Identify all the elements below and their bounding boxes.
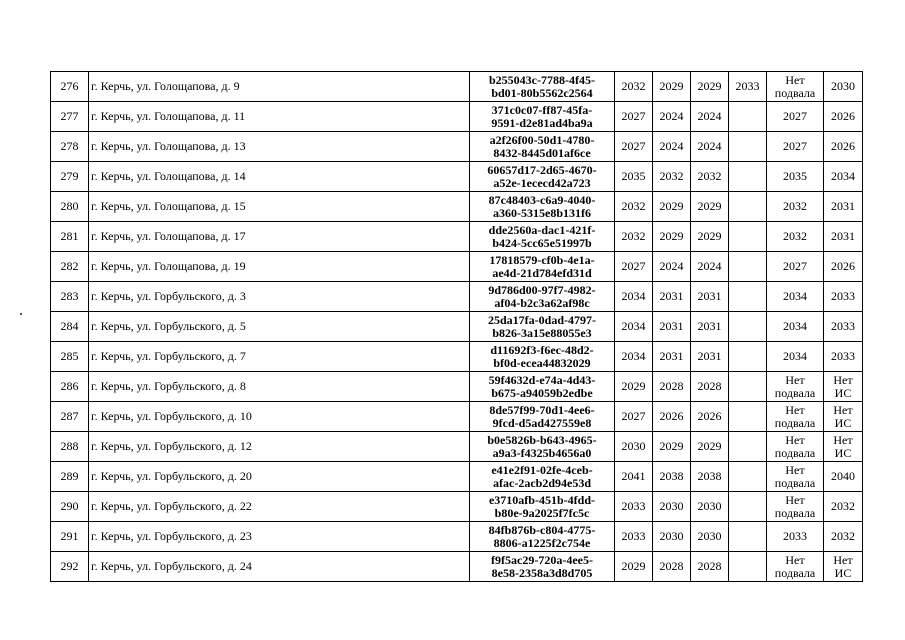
address-cell: г. Керчь, ул. Голощапова, д. 15 — [89, 192, 470, 222]
address-cell: г. Керчь, ул. Горбульского, д. 24 — [89, 552, 470, 582]
year-cell-2: 2030 — [653, 522, 691, 552]
year-cell-4 — [729, 522, 767, 552]
year-cell-4 — [729, 252, 767, 282]
guid-line-1: 59f4632d-e74a-4d43- — [488, 372, 596, 387]
guid-line-2: bd01-80b5562c2564 — [491, 85, 593, 100]
row-number-cell: 281 — [51, 222, 89, 252]
year-cell-1: 2027 — [615, 102, 653, 132]
guid-line-1: f9f5ac29-720a-4ee5- — [491, 552, 593, 567]
is-cell: Нет ИС — [824, 402, 863, 432]
year-cell-4 — [729, 552, 767, 582]
address-cell: г. Керчь, ул. Горбульского, д. 8 — [89, 372, 470, 402]
row-number-cell: 290 — [51, 492, 89, 522]
address-cell: г. Керчь, ул. Голощапова, д. 11 — [89, 102, 470, 132]
guid-cell — [470, 162, 615, 192]
basement-cell: Нет подвала — [767, 72, 824, 102]
is-cell: 2026 — [824, 252, 863, 282]
row-number-cell: 279 — [51, 162, 89, 192]
row-number-cell: 282 — [51, 252, 89, 282]
basement-cell: 2034 — [767, 312, 824, 342]
row-number-cell: 291 — [51, 522, 89, 552]
address-cell: г. Керчь, ул. Голощапова, д. 19 — [89, 252, 470, 282]
basement-cell: 2034 — [767, 342, 824, 372]
year-cell-1: 2032 — [615, 192, 653, 222]
year-cell-3: 2024 — [691, 252, 729, 282]
guid-cell — [470, 372, 615, 402]
guid-cell — [470, 282, 615, 312]
row-number-cell: 278 — [51, 132, 89, 162]
row-number-cell: 289 — [51, 462, 89, 492]
guid-line-2: a360-5315e8b131f6 — [493, 205, 591, 220]
table-row — [51, 132, 863, 162]
guid-line-2: 9591-d2e81ad4ba9a — [491, 115, 593, 130]
guid-line-1: e41e2f91-02fe-4ceb- — [491, 462, 593, 477]
year-cell-1: 2034 — [615, 312, 653, 342]
basement-cell: Нет подвала — [767, 372, 824, 402]
guid-line-2: b80e-9a2025f7fc5c — [494, 505, 590, 520]
year-cell-1: 2033 — [615, 522, 653, 552]
year-cell-2: 2031 — [653, 342, 691, 372]
year-cell-2: 2024 — [653, 102, 691, 132]
row-number-cell: 276 — [51, 72, 89, 102]
year-cell-2: 2024 — [653, 252, 691, 282]
address-cell: г. Керчь, ул. Горбульского, д. 22 — [89, 492, 470, 522]
table-row — [51, 222, 863, 252]
guid-line-2: 8806-a1225f2c754e — [493, 535, 591, 550]
year-cell-1: 2027 — [615, 132, 653, 162]
basement-cell: 2032 — [767, 192, 824, 222]
is-cell: Нет ИС — [824, 552, 863, 582]
table-row — [51, 72, 863, 102]
guid-line-1: 60657d17-2d65-4670- — [487, 162, 597, 177]
table-row — [51, 492, 863, 522]
year-cell-2: 2026 — [653, 402, 691, 432]
basement-cell: 2033 — [767, 522, 824, 552]
year-cell-3: 2031 — [691, 282, 729, 312]
year-cell-4 — [729, 192, 767, 222]
address-cell: г. Керчь, ул. Горбульского, д. 7 — [89, 342, 470, 372]
year-cell-3: 2024 — [691, 102, 729, 132]
is-cell: 2031 — [824, 192, 863, 222]
table-row — [51, 312, 863, 342]
year-cell-2: 2038 — [653, 462, 691, 492]
is-cell: 2040 — [824, 462, 863, 492]
year-cell-3: 2028 — [691, 372, 729, 402]
is-cell: 2030 — [824, 72, 863, 102]
basement-cell: Нет подвала — [767, 402, 824, 432]
guid-cell — [470, 312, 615, 342]
guid-line-1: 8de57f99-70d1-4ee6- — [489, 402, 595, 417]
guid-line-1: e3710afb-451b-4fdd- — [488, 492, 595, 507]
is-cell: Нет ИС — [824, 372, 863, 402]
basement-cell: 2027 — [767, 102, 824, 132]
guid-line-2: b424-5cc65e51997b — [492, 235, 592, 250]
guid-line-1: b255043c-7788-4f45- — [489, 72, 595, 87]
is-cell: 2031 — [824, 222, 863, 252]
table-row — [51, 162, 863, 192]
table-row — [51, 192, 863, 222]
is-cell: 2026 — [824, 132, 863, 162]
is-cell: 2033 — [824, 312, 863, 342]
year-cell-2: 2029 — [653, 72, 691, 102]
table-row — [51, 432, 863, 462]
address-cell: г. Керчь, ул. Голощапова, д. 13 — [89, 132, 470, 162]
year-cell-2: 2028 — [653, 372, 691, 402]
table-row — [51, 522, 863, 552]
basement-cell: Нет подвала — [767, 432, 824, 462]
year-cell-2: 2030 — [653, 492, 691, 522]
is-cell: 2033 — [824, 282, 863, 312]
year-cell-1: 2034 — [615, 282, 653, 312]
year-cell-2: 2032 — [653, 162, 691, 192]
year-cell-1: 2035 — [615, 162, 653, 192]
row-number-cell: 292 — [51, 552, 89, 582]
year-cell-4 — [729, 222, 767, 252]
address-cell: г. Керчь, ул. Горбульского, д. 10 — [89, 402, 470, 432]
year-cell-3: 2032 — [691, 162, 729, 192]
guid-cell — [470, 522, 615, 552]
year-cell-3: 2029 — [691, 72, 729, 102]
guid-cell — [470, 252, 615, 282]
row-number-cell: 277 — [51, 102, 89, 132]
guid-line-1: dde2560a-dac1-421f- — [488, 222, 596, 237]
year-cell-3: 2026 — [691, 402, 729, 432]
row-number-cell: 283 — [51, 282, 89, 312]
row-number-cell: 286 — [51, 372, 89, 402]
year-cell-3: 2031 — [691, 342, 729, 372]
guid-cell — [470, 402, 615, 432]
year-cell-2: 2031 — [653, 312, 691, 342]
guid-cell — [470, 552, 615, 582]
year-cell-4 — [729, 342, 767, 372]
address-cell: г. Керчь, ул. Голощапова, д. 14 — [89, 162, 470, 192]
is-cell: 2034 — [824, 162, 863, 192]
guid-cell — [470, 72, 615, 102]
address-cell: г. Керчь, ул. Горбульского, д. 3 — [89, 282, 470, 312]
year-cell-1: 2029 — [615, 372, 653, 402]
guid-cell — [470, 132, 615, 162]
year-cell-4 — [729, 462, 767, 492]
basement-cell: 2034 — [767, 282, 824, 312]
registry-table — [50, 71, 863, 582]
year-cell-4 — [729, 132, 767, 162]
guid-cell — [470, 432, 615, 462]
is-cell: Нет ИС — [824, 432, 863, 462]
guid-line-1: 87c48403-c6a9-4040- — [488, 192, 596, 207]
year-cell-2: 2028 — [653, 552, 691, 582]
table-body — [51, 72, 863, 582]
year-cell-1: 2027 — [615, 402, 653, 432]
year-cell-2: 2031 — [653, 282, 691, 312]
guid-cell — [470, 462, 615, 492]
basement-cell: Нет подвала — [767, 462, 824, 492]
year-cell-4 — [729, 432, 767, 462]
row-number-cell: 285 — [51, 342, 89, 372]
guid-line-1: b0e5826b-b643-4965- — [487, 432, 597, 447]
year-cell-1: 2032 — [615, 222, 653, 252]
guid-cell — [470, 192, 615, 222]
basement-cell: 2035 — [767, 162, 824, 192]
guid-line-1: a2f26f00-50d1-4780- — [489, 132, 595, 147]
guid-line-1: 17818579-cf0b-4e1a- — [489, 252, 595, 267]
table-row — [51, 102, 863, 132]
guid-line-2: a52e-1ececd42a723 — [493, 175, 591, 190]
table-row — [51, 402, 863, 432]
row-number-cell: 288 — [51, 432, 89, 462]
table-row — [51, 252, 863, 282]
guid-line-1: d11692f3-f6ec-48d2- — [490, 342, 594, 357]
row-number-cell: 284 — [51, 312, 89, 342]
guid-line-2: b675-a94059b2edbe — [491, 385, 593, 400]
address-cell: г. Керчь, ул. Голощапова, д. 17 — [89, 222, 470, 252]
year-cell-2: 2029 — [653, 432, 691, 462]
year-cell-3: 2029 — [691, 192, 729, 222]
year-cell-4 — [729, 372, 767, 402]
year-cell-1: 2041 — [615, 462, 653, 492]
guid-line-2: 9fcd-d5ad427559e8 — [492, 415, 592, 430]
guid-cell — [470, 492, 615, 522]
basement-cell: 2032 — [767, 222, 824, 252]
year-cell-3: 2031 — [691, 312, 729, 342]
year-cell-1: 2030 — [615, 432, 653, 462]
year-cell-3: 2029 — [691, 432, 729, 462]
guid-line-2: a9a3-f4325b4656a0 — [492, 445, 592, 460]
basement-cell: 2027 — [767, 132, 824, 162]
year-cell-1: 2033 — [615, 492, 653, 522]
year-cell-2: 2029 — [653, 222, 691, 252]
year-cell-1: 2029 — [615, 552, 653, 582]
table-row — [51, 372, 863, 402]
table-row — [51, 282, 863, 312]
is-cell: 2032 — [824, 522, 863, 552]
address-cell: г. Керчь, ул. Горбульского, д. 5 — [89, 312, 470, 342]
table-row — [51, 342, 863, 372]
year-cell-1: 2032 — [615, 72, 653, 102]
address-cell: г. Керчь, ул. Горбульского, д. 20 — [89, 462, 470, 492]
guid-line-1: 9d786d00-97f7-4982- — [488, 282, 596, 297]
guid-line-2: bf0d-ecea44832029 — [493, 355, 591, 370]
address-cell: г. Керчь, ул. Горбульского, д. 23 — [89, 522, 470, 552]
year-cell-2: 2024 — [653, 132, 691, 162]
row-number-cell: 287 — [51, 402, 89, 432]
guid-line-1: 25da17fa-0dad-4797- — [487, 312, 596, 327]
year-cell-4 — [729, 402, 767, 432]
table-row — [51, 462, 863, 492]
guid-line-2: ae4d-21d784efd31d — [492, 265, 592, 280]
guid-line-2: 8e58-2358a3d8d705 — [491, 565, 593, 580]
guid-line-2: b826-3a15e88055e3 — [492, 325, 592, 340]
guid-cell — [470, 342, 615, 372]
basement-cell: 2027 — [767, 252, 824, 282]
year-cell-4: 2033 — [729, 72, 767, 102]
guid-line-1: 371c0c07-ff87-45fa- — [491, 102, 593, 117]
year-cell-4 — [729, 492, 767, 522]
guid-cell — [470, 102, 615, 132]
year-cell-3: 2030 — [691, 492, 729, 522]
year-cell-4 — [729, 102, 767, 132]
table-row — [51, 552, 863, 582]
year-cell-1: 2034 — [615, 342, 653, 372]
guid-line-2: af04-b2c3a62af98c — [494, 295, 590, 310]
year-cell-3: 2024 — [691, 132, 729, 162]
year-cell-4 — [729, 312, 767, 342]
year-cell-3: 2030 — [691, 522, 729, 552]
row-number-cell: 280 — [51, 192, 89, 222]
guid-cell — [470, 222, 615, 252]
basement-cell: Нет подвала — [767, 492, 824, 522]
address-cell: г. Керчь, ул. Горбульского, д. 12 — [89, 432, 470, 462]
year-cell-3: 2028 — [691, 552, 729, 582]
year-cell-3: 2038 — [691, 462, 729, 492]
is-cell: 2033 — [824, 342, 863, 372]
is-cell: 2026 — [824, 102, 863, 132]
year-cell-4 — [729, 282, 767, 312]
year-cell-2: 2029 — [653, 192, 691, 222]
is-cell: 2032 — [824, 492, 863, 522]
year-cell-3: 2029 — [691, 222, 729, 252]
guid-line-2: afac-2acb2d94e53d — [493, 475, 591, 490]
year-cell-1: 2027 — [615, 252, 653, 282]
basement-cell: Нет подвала — [767, 552, 824, 582]
year-cell-4 — [729, 162, 767, 192]
address-cell: г. Керчь, ул. Голощапова, д. 9 — [89, 72, 470, 102]
guid-line-1: 84fb876b-c804-4775- — [488, 522, 596, 537]
stray-dot — [20, 313, 22, 315]
guid-line-2: 8432-8445d01af6ce — [493, 145, 591, 160]
